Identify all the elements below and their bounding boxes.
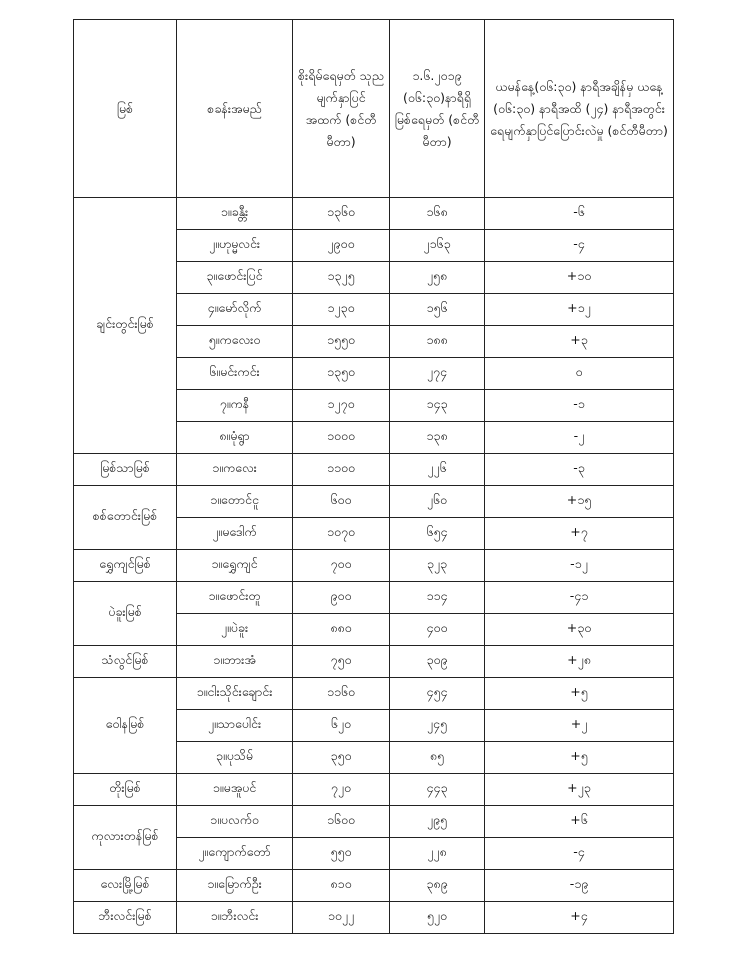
level-change-cell: ၀ <box>485 358 674 390</box>
water-level-cell: ၁၃၈ <box>390 422 485 454</box>
danger-level-cell: ၁၁၀၀ <box>293 454 390 486</box>
station-name-cell: ၇။ကနီ <box>177 390 293 422</box>
station-name-cell: ၁။မအူပင် <box>177 774 293 806</box>
water-level-cell: ၂၂၆ <box>390 454 485 486</box>
river-name-cell: စစ်တောင်းမြစ် <box>74 486 177 550</box>
station-name-cell: ၁။ဘီးလင်း <box>177 902 293 934</box>
river-name-cell: ကုလားတန်မြစ် <box>74 806 177 870</box>
water-level-cell: ၅၂၀ <box>390 902 485 934</box>
station-name-cell: ၃။ဖောင်းပြင် <box>177 262 293 294</box>
station-name-cell: ၁။ခန္တီး <box>177 198 293 230</box>
water-level-cell: ၂၉၅ <box>390 806 485 838</box>
station-name-cell: ၆။မင်းကင်း <box>177 358 293 390</box>
level-change-cell: -၆ <box>485 198 674 230</box>
header-river: မြစ် <box>74 20 177 198</box>
table-row <box>74 454 674 486</box>
station-name-cell: ၃။ပုသိမ် <box>177 742 293 774</box>
danger-level-cell: ၇၅၀ <box>293 646 390 678</box>
river-name-cell: သံလွင်မြစ် <box>74 646 177 678</box>
level-change-cell: -၄ <box>485 230 674 262</box>
water-level-cell: ၂၅၈ <box>390 262 485 294</box>
river-name-cell: လေးမြို့မြစ် <box>74 870 177 902</box>
river-name-cell: ပဲခူးမြစ် <box>74 582 177 646</box>
station-name-cell: ၂။မဒေါက် <box>177 518 293 550</box>
level-change-cell: +၂၃ <box>485 774 674 806</box>
danger-level-cell: ၇၂၀ <box>293 774 390 806</box>
danger-level-cell: ၁၂၃၀ <box>293 294 390 326</box>
water-level-cell: ၂၂၈ <box>390 838 485 870</box>
danger-level-cell: ၈၈၀ <box>293 614 390 646</box>
table-body <box>74 198 674 934</box>
station-name-cell: ၁။ကလေး <box>177 454 293 486</box>
station-name-cell: ၅။ကလေးဝ <box>177 326 293 358</box>
danger-level-cell: ၁၂၇၀ <box>293 390 390 422</box>
water-level-cell: ၂၆၀ <box>390 486 485 518</box>
station-name-cell: ၂။ဟုမ္မလင်း <box>177 230 293 262</box>
table-row <box>74 678 674 710</box>
danger-level-cell: ၅၅၀ <box>293 838 390 870</box>
water-level-cell: ၆၅၄ <box>390 518 485 550</box>
danger-level-cell: ၆၂၀ <box>293 710 390 742</box>
level-change-cell: +၆ <box>485 806 674 838</box>
level-change-cell: +၃ <box>485 326 674 358</box>
level-change-cell: +၂၈ <box>485 646 674 678</box>
river-water-level-table <box>73 19 674 934</box>
level-change-cell: -၁၉ <box>485 870 674 902</box>
danger-level-cell: ၁၀၀၀ <box>293 422 390 454</box>
danger-level-cell: ၁၃၂၅ <box>293 262 390 294</box>
danger-level-cell: ၃၅၀ <box>293 742 390 774</box>
water-level-cell: ၂၄၅ <box>390 710 485 742</box>
river-name-cell: ဝေါနမြစ် <box>74 678 177 774</box>
danger-level-cell: ၁၁၆၀ <box>293 678 390 710</box>
river-name-cell: မြစ်သာမြစ် <box>74 454 177 486</box>
table-row <box>74 198 674 230</box>
station-name-cell: ၂။သာပေါင်း <box>177 710 293 742</box>
station-name-cell: ၁။မြောက်ဦး <box>177 870 293 902</box>
water-level-cell: ၄၀၀ <box>390 614 485 646</box>
level-change-cell: -၂ <box>485 422 674 454</box>
danger-level-cell: ၉၀၀ <box>293 582 390 614</box>
water-level-cell: ၁၄၃ <box>390 390 485 422</box>
station-name-cell: ၈။မုံရွာ <box>177 422 293 454</box>
level-change-cell: +၁၀ <box>485 262 674 294</box>
level-change-cell: +၃၀ <box>485 614 674 646</box>
table-row <box>74 582 674 614</box>
header-danger-level: စိုးရိမ်ရေမှတ် သုည မျက်နှာပြင် အထက် (စင်တီမီတာ) <box>293 20 390 198</box>
level-change-cell: -၄၁ <box>485 582 674 614</box>
water-level-cell: ၁၈၈ <box>390 326 485 358</box>
station-name-cell: ၁။ငါးသိုင်းချောင်း <box>177 678 293 710</box>
water-level-cell: ၃၀၉ <box>390 646 485 678</box>
water-level-cell: ၃၂၃ <box>390 550 485 582</box>
level-change-cell: +၁၂ <box>485 294 674 326</box>
water-level-cell: ၄၅၄ <box>390 678 485 710</box>
level-change-cell: +၅ <box>485 742 674 774</box>
danger-level-cell: ၆၀၀ <box>293 486 390 518</box>
station-name-cell: ၁။ဘားအံ <box>177 646 293 678</box>
level-change-cell: -၁၂ <box>485 550 674 582</box>
station-name-cell: ၂။ကျောက်တော် <box>177 838 293 870</box>
river-name-cell: ရွှေကျင်မြစ် <box>74 550 177 582</box>
danger-level-cell: ၁၅၅၀ <box>293 326 390 358</box>
station-name-cell: ၂။ပဲခူး <box>177 614 293 646</box>
danger-level-cell: ၂၉၀၀ <box>293 230 390 262</box>
table-row <box>74 806 674 838</box>
water-level-cell: ၁၅၆ <box>390 294 485 326</box>
station-name-cell: ၄။မော်လိုက် <box>177 294 293 326</box>
station-name-cell: ၁။ဖောင်းတူ <box>177 582 293 614</box>
header-current-level: ၁.၆.၂၀၁၉ (၀၆:၃၀)နာရီရှိ မြစ်ရေမှတ် (စင်တီမီတာ) <box>390 20 485 198</box>
water-level-cell: ၂၇၄ <box>390 358 485 390</box>
water-level-cell: ၂၁၆၃ <box>390 230 485 262</box>
level-change-cell: -၃ <box>485 454 674 486</box>
danger-level-cell: ၁၀၇၀ <box>293 518 390 550</box>
water-level-cell: ၃၈၉ <box>390 870 485 902</box>
table-row <box>74 550 674 582</box>
water-level-cell: ၄၄၃ <box>390 774 485 806</box>
table-row <box>74 902 674 934</box>
station-name-cell: ၁။ပလက်ဝ <box>177 806 293 838</box>
river-name-cell: ဘီးလင်းမြစ် <box>74 902 177 934</box>
level-change-cell: +၁၅ <box>485 486 674 518</box>
water-level-cell: ၁၁၄ <box>390 582 485 614</box>
river-name-cell: တိုးမြစ် <box>74 774 177 806</box>
river-name-cell: ချင်းတွင်းမြစ် <box>74 198 177 454</box>
water-level-cell: ၁၆၈ <box>390 198 485 230</box>
danger-level-cell: ၈၁၀ <box>293 870 390 902</box>
danger-level-cell: ၁၃၆၀ <box>293 198 390 230</box>
level-change-cell: +၂ <box>485 710 674 742</box>
level-change-cell: +၄ <box>485 902 674 934</box>
level-change-cell: +၇ <box>485 518 674 550</box>
station-name-cell: ၁။တောင်ငူ <box>177 486 293 518</box>
header-station: စခန်းအမည် <box>177 20 293 198</box>
header-change-24h: ယမန်နေ့(၀၆:၃၀) နာရီအချိန်မှ ယနေ့ (၀၆:၃၀) နာရီအထိ (၂၄) နာရီအတွင်း ရေမျက်နှာပြင်ပြောင်းလဲမှု (စင်တီမီတာ) <box>485 20 674 198</box>
danger-level-cell: ၁၀၂၂ <box>293 902 390 934</box>
level-change-cell: -၁ <box>485 390 674 422</box>
danger-level-cell: ၁၃၅၀ <box>293 358 390 390</box>
table-row <box>74 774 674 806</box>
water-level-cell: ၈၅ <box>390 742 485 774</box>
table-row <box>74 646 674 678</box>
level-change-cell: -၄ <box>485 838 674 870</box>
table-row <box>74 870 674 902</box>
header-row <box>74 20 674 198</box>
level-change-cell: +၅ <box>485 678 674 710</box>
table-row <box>74 486 674 518</box>
danger-level-cell: ၇၀၀ <box>293 550 390 582</box>
station-name-cell: ၁။ရွှေကျင် <box>177 550 293 582</box>
danger-level-cell: ၁၆၀၀ <box>293 806 390 838</box>
